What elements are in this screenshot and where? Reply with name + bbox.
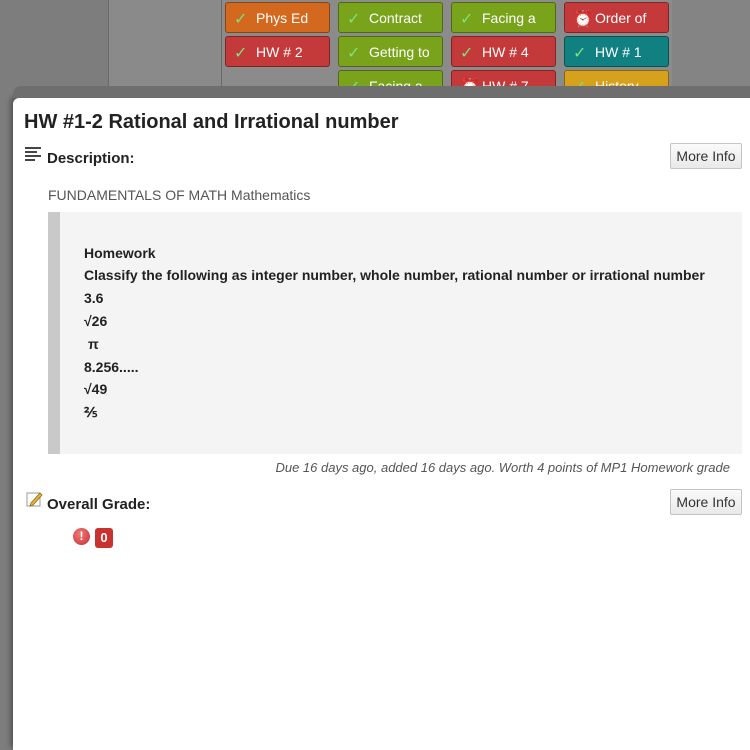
content-instruction: Classify the following as integer number, whole number, rational number or irrational number [84,267,705,283]
assignment-title: HW #1-2 Rational and Irrational number [24,111,399,133]
content-item: √26 [84,313,108,329]
assignment-content [48,212,742,454]
description-label: Description: [47,150,135,167]
grade-badge: 0 [95,528,113,548]
pencil-note-icon [26,490,44,508]
description-icon [25,147,41,161]
check-icon: ✓ [234,11,248,28]
content-heading: Homework [84,245,156,261]
content-item: 8.256..... [84,359,139,375]
check-icon: ✓ [460,11,474,28]
calendar-event[interactable]: ✓ Facing a [451,2,556,33]
check-icon: ✓ [347,11,361,28]
modal-header-bar [13,86,750,98]
assignment-modal [13,98,750,750]
content-item: ⅖ [84,404,98,420]
calendar-event[interactable]: ✓ HW # 1 [564,36,669,67]
calendar-event[interactable]: ✓ Phys Ed [225,2,330,33]
content-item: 3.6 [84,290,104,306]
content-item: π [88,336,99,352]
check-icon: ✓ [234,45,248,62]
overall-grade-label: Overall Grade: [47,496,151,513]
calendar-event[interactable]: ✓ HW # 4 [451,36,556,67]
check-icon: ✓ [460,45,474,62]
check-icon: ✓ [573,45,587,62]
due-info: Due 16 days ago, added 16 days ago. Worth 4 points of MP1 Homework grade [275,460,730,475]
description-more-info-button[interactable]: More Info [670,143,742,169]
alarm-clock-icon: ⏰ [573,11,593,28]
content-item: √49 [84,381,108,397]
calendar-event[interactable]: ✓ HW # 2 [225,36,330,67]
calendar-event[interactable]: ✓ Getting to [338,36,443,67]
alert-icon: ! [73,528,90,545]
course-name: FUNDAMENTALS OF MATH Mathematics [48,187,311,203]
grade-more-info-button[interactable]: More Info [670,489,742,515]
check-icon: ✓ [347,45,361,62]
calendar-event[interactable]: ⏰ Order of [564,2,669,33]
calendar-event[interactable]: ✓ Contract [338,2,443,33]
